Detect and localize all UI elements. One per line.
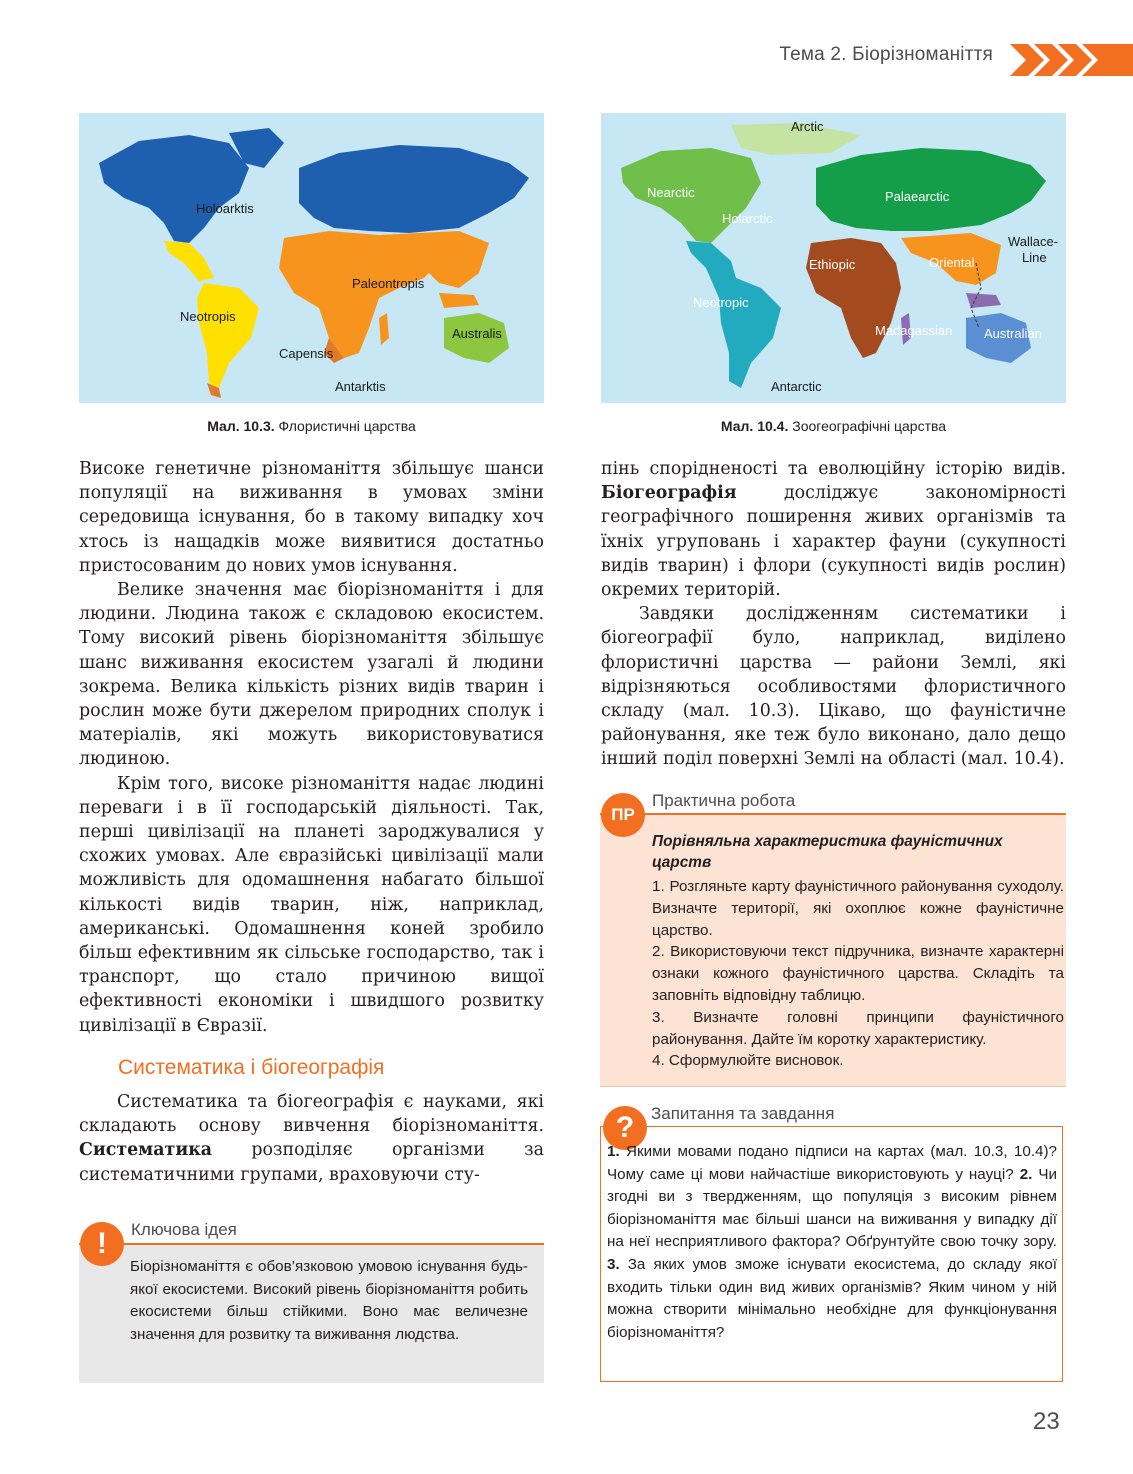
paragraph: Завдяки дослідженням систематики і біогеографії було, наприклад, виділено флористичні царства — райони Землі, які відрізняються особливостями флористичного складу (мал. 10.3). Цікаво, що фауністичне районування, яке теж було виконано, дало дещо інший поділ поверхні Землі на області (мал. 10.4). — [601, 604, 1066, 770]
left-column-text-2 — [79, 1090, 544, 1187]
svg-text:Antarctic: Antarctic — [771, 379, 822, 394]
chevron-arrows-icon — [1010, 44, 1133, 76]
practical-work-badge: ПР — [601, 793, 645, 837]
svg-text:Antarktis: Antarktis — [335, 379, 386, 394]
exclamation-icon: ! — [80, 1222, 124, 1266]
section-title: Систематика і біогеографія — [118, 1056, 385, 1079]
left-column-text — [79, 457, 544, 1038]
questions-heading: Запитання та завдання — [651, 1104, 835, 1123]
svg-text:Arctic: Arctic — [791, 119, 824, 134]
svg-text:Nearctic: Nearctic — [647, 185, 695, 200]
right-column-text — [601, 457, 1066, 772]
svg-text:Ethiopic: Ethiopic — [809, 257, 856, 272]
svg-text:Oriental: Oriental — [929, 255, 975, 270]
list-item: 2. Використовуючи текст підручника, визначте характерні ознаки кожного фауністичного царства. Складіть та заповніть відповідну таблицю. — [652, 943, 1064, 1004]
page-number: 23 — [1033, 1408, 1060, 1435]
figure-caption-zoogeographic: Мал. 10.4. Зоогеографічні царства — [720, 418, 947, 434]
paragraph: Крім того, високе різноманіття надає людині переваги і в її господарській діяльності. Так, перші цивілізації на планеті зароджувалися у схожих умовах. Але євразійські цивілізації мали можливість для одомашнення набагато більшої кількості видів тварин, ніж, наприклад, американські. Одомашнення коней зробило більш ефективним як сільське господарство, так і транспорт, що стало причиною вищої ефективності економіки і швидшого розвитку цивілізації в Євразії. — [79, 773, 544, 1036]
practical-work-heading: Практична робота — [652, 791, 796, 810]
questions-text: 1. Якими мовами подано підписи на картах (мал. 10.3, 10.4)? Чому саме ці мови найчастіше використовують у науці? 2. Чи згодні ви з твердженням, що популяція з високим рівнем біорізноманіття має більші шанси на виживання у випадку дії на неї несприятливого фактора? Обґрунтуйте свою точку зору. 3. За яких умов зможе існувати екосистема, до складу якої входить тільки один вид живих організмів? Яким чином у ній можна створити мінімально необхідне для функціонування біорізноманіття? — [607, 1143, 1057, 1341]
practical-work-title: Порівняльна характеристика фауністичних царств — [652, 833, 1003, 871]
svg-text:Australis: Australis — [452, 326, 502, 341]
floristic-kingdoms-map — [79, 113, 544, 403]
chapter-title: Тема 2. Біорізноманіття — [779, 44, 993, 65]
list-item: 3. Визначте головні принципи фауністичного районування. Дайте їм коротку характеристику. — [652, 1008, 1064, 1048]
svg-text:Holoarktis: Holoarktis — [196, 201, 254, 216]
practical-work-items — [652, 876, 1064, 1072]
paragraph: Велике значення має біорізноманіття і для людини. Людина також є складовою екосистем. Тому високий рівень біорізноманіття збільшує шанс виживання екосистем узагалі й людини зокрема. Велика кількість різних видів тварин і рослин може бути джерелом природних сполук і матеріалів, які можуть використовуватися людиною. — [79, 580, 544, 770]
list-item: 1. Розгляньте карту фауністичного районування суходолу. Визначте території, які охоплює кожне фауністичне царство. — [652, 878, 1064, 939]
svg-text:Madagassian: Madagassian — [875, 323, 953, 338]
paragraph: пінь спорідненості та еволюційну історію видів. Біогеографія досліджує закономірності географічного поширення живих організмів та їхніх угруповань і характер фауни (сукупності видів тварин) і флори (сукупності видів рослин) окремих територій. — [601, 459, 1066, 601]
svg-text:Australian: Australian — [984, 326, 1042, 341]
paragraph: Високе генетичне різноманіття збільшує шанси популяції на виживання в умовах зміни середовища існування, бо в такому випадку хоч хтось із нащадків може виявитися достатньо пристосованим до нових умов існування. — [79, 459, 544, 576]
list-item: 4. Сформулюйте висновок. — [652, 1052, 844, 1070]
svg-text:Neotropic: Neotropic — [693, 295, 749, 310]
key-idea-heading: Ключова ідея — [131, 1220, 237, 1239]
svg-text:Paleontropis: Paleontropis — [352, 276, 425, 291]
svg-text:Line: Line — [1022, 250, 1047, 265]
figure-caption-floristic: Мал. 10.3. Флористичні царства — [207, 418, 416, 434]
svg-text:Palaearctic: Palaearctic — [885, 189, 950, 204]
svg-text:Neotropis: Neotropis — [180, 309, 236, 324]
key-idea-text: Біорізноманіття є обов’язковою умовою існування будь-якої екосистеми. Високий рівень біорізноманіття робить екосистеми більш стійкими. Воно має величезне значення для розвитку та виживання людства. — [130, 1258, 528, 1343]
question-mark-icon: ? — [603, 1106, 647, 1150]
svg-text:Wallace-: Wallace- — [1008, 234, 1059, 249]
paragraph: Систематика та біогеографія є науками, які складають основу вивчення біорізноманіття. Систематика розподіляє організми за систематичними групами, враховуючи сту- — [79, 1092, 544, 1185]
svg-text:Capensis: Capensis — [279, 346, 334, 361]
zoogeographic-kingdoms-map — [601, 113, 1066, 403]
svg-text:Holarctic: Holarctic — [722, 211, 773, 226]
